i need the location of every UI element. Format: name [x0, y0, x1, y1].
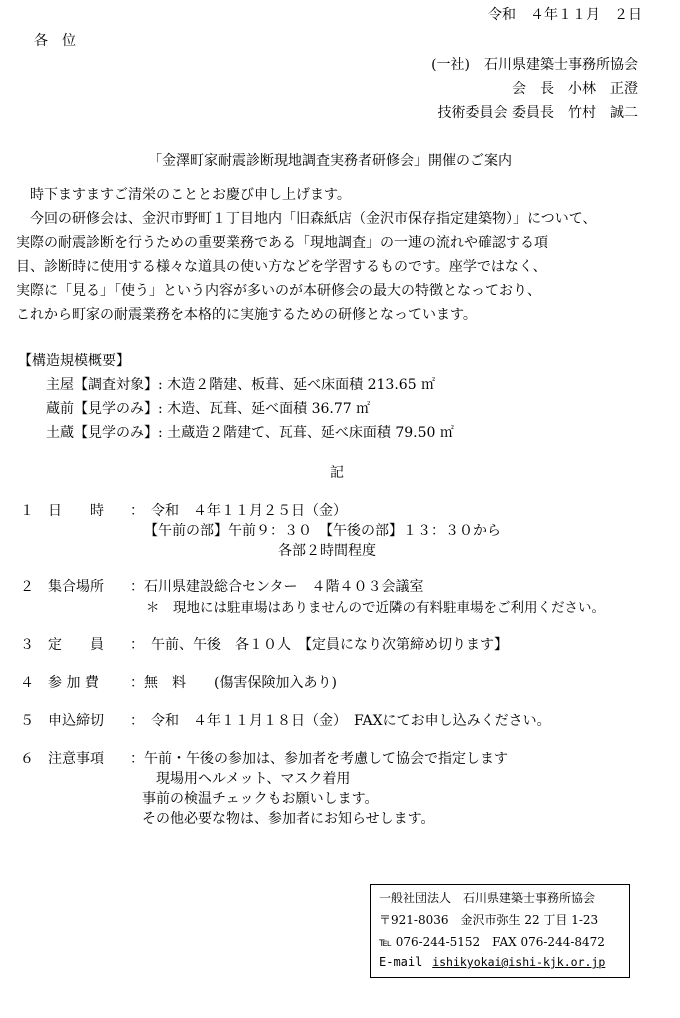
- ki-heading: 記: [330, 465, 344, 481]
- body-line: 今回の研修会は、金沢市野町１丁目地内「旧森紙店（金沢市保存指定建築物）」について、: [16, 211, 597, 227]
- detail-text: 【午前の部】午前９：３０ 【午後の部】１３：３０から: [144, 523, 501, 539]
- detail-label: 日 時: [48, 503, 104, 519]
- detail-number: ６: [20, 751, 34, 767]
- detail-number: ５: [20, 713, 34, 729]
- detail-number: １: [20, 503, 34, 519]
- body-line: 実際の耐震診断を行うための重要業務である「現地調査」の一連の流れや確認する項: [16, 235, 548, 251]
- contact-box: [370, 884, 630, 978]
- contact-address: 〒921-8036 金沢市弥生 22 丁目 1-23: [379, 913, 599, 927]
- detail-number: ４: [20, 675, 34, 691]
- detail-text: 各部２時間程度: [278, 543, 376, 559]
- detail-text: その他必要な物は、参加者にお知らせします。: [142, 811, 435, 827]
- detail-label: 集合場所: [48, 579, 104, 595]
- sender-organization: (一社) 石川県建築士事務所協会: [431, 57, 638, 73]
- contact-email-row: [379, 955, 605, 969]
- detail-text: ＊ 現地には駐車場はありませんので近隣の有料駐車場をご利用ください。: [146, 600, 605, 616]
- contact-email-link[interactable]: ishikyokai@ishi-kjk.or.jp: [432, 955, 606, 969]
- detail-text: ：石川県建設総合センター ４階４０３会議室: [130, 579, 424, 595]
- detail-text: ：無 料 (傷害保険加入あり): [130, 675, 337, 691]
- detail-text: 現場用ヘルメット、マスク着用: [156, 771, 351, 787]
- body-line: 実際に「見る」「使う」という内容が多いのが本研修会の最大の特徴となっており、: [16, 283, 541, 299]
- detail-text: ： 午前、午後 各１０人 【定員になり次第締め切ります】: [130, 637, 508, 653]
- body-line: 時下ますますご清栄のこととお慶び申し上げます。: [16, 187, 351, 203]
- body-line: 目、診断時に使用する様々な道具の使い方などを学習するものです。座学ではなく、: [16, 259, 547, 275]
- detail-text: ： 令和 ４年１１月１８日（金） FAXにてお申し込みください。: [130, 713, 551, 729]
- document-date: 令和 ４年１１月 ２日: [488, 7, 642, 23]
- detail-label: 参 加 費: [48, 675, 99, 691]
- structure-item: 蔵前【見学のみ】: 木造、瓦葺、延べ面積 36.77 ㎡: [46, 401, 371, 417]
- detail-text: 事前の検温チェックもお願いします。: [142, 791, 379, 807]
- body-line: これから町家の耐震業務を本格的に実施するための研修となっています。: [16, 307, 477, 323]
- detail-label: 申込締切: [48, 713, 104, 729]
- sender-president: 会 長 小林 正澄: [512, 81, 638, 97]
- structure-heading: 【構造規模概要】: [18, 353, 130, 369]
- contact-email-label: E-mail: [379, 955, 423, 969]
- detail-label: 注意事項: [48, 751, 104, 767]
- sender-committee: 技術委員会 委員長 竹村 誠二: [437, 105, 638, 121]
- detail-label: 定 員: [48, 637, 104, 653]
- document-title: 「金澤町家耐震診断現地調査実務者研修会」開催のご案内: [148, 153, 512, 169]
- detail-text: ：午前・午後の参加は、参加者を考慮して協会で指定します: [130, 751, 508, 767]
- detail-number: ３: [20, 637, 34, 653]
- contact-phone: ℡ 076-244-5152 FAX 076-244-8472: [379, 935, 605, 949]
- structure-item: 主屋【調査対象】: 木造２階建、板葺、延べ床面積 213.65 ㎡: [46, 377, 436, 393]
- detail-number: ２: [20, 579, 34, 595]
- structure-item: 土蔵【見学のみ】: 土蔵造２階建て、瓦葺、延べ床面積 79.50 ㎡: [46, 425, 454, 441]
- contact-organization: 一般社団法人 石川県建築士事務所協会: [379, 891, 596, 905]
- detail-text: ： 令和 ４年１１月２５日（金）: [130, 503, 347, 519]
- addressee: 各 位: [34, 33, 76, 49]
